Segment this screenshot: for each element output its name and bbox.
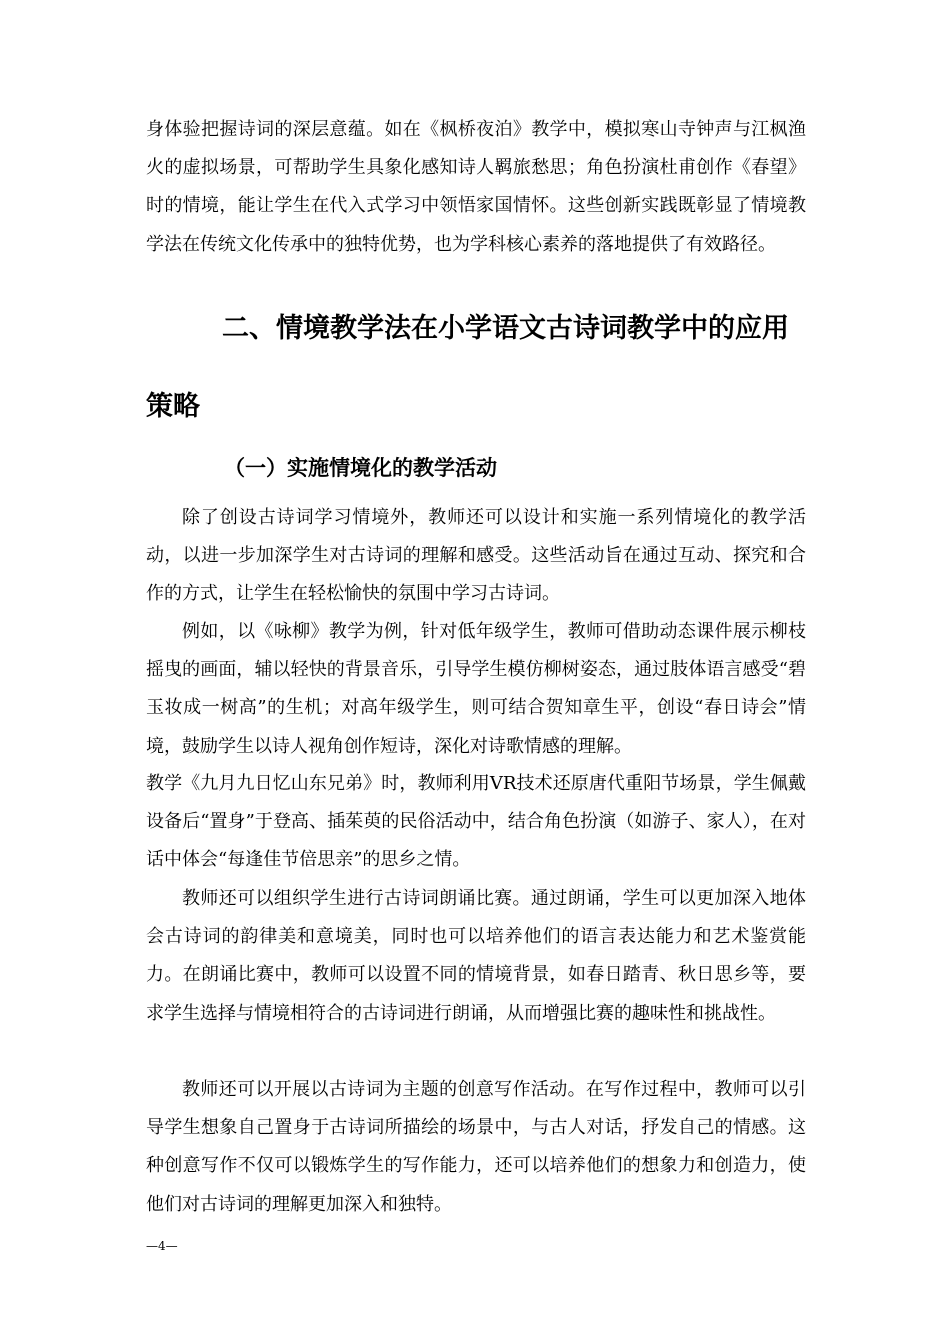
section-heading: 二、情境教学法在小学语文古诗词教学中的应用策略	[146, 313, 789, 422]
subsection-heading: （一）实施情境化的教学活动	[224, 456, 497, 480]
page-number: —4—	[146, 1239, 178, 1253]
paragraph-vr-example: 教学《九月九日忆山东兄弟》时，教师利用VR技术还原唐代重阳节场景，学生佩戴设备后“置身”于登高、插茱萸的民俗活动中，结合角色扮演（如游子、家人），在对话中体会“每逢佳节倍思亲”的思乡之情。	[146, 773, 806, 871]
paragraph-activities-intro: 除了创设古诗词学习情境外，教师还可以设计和实施一系列情境化的教学活动，以进一步加深学生对古诗词的理解和感受。这些活动旨在通过互动、探究和合作的方式，让学生在轻松愉快的氛围中学习古诗词。	[146, 507, 806, 605]
paragraph-yongliu-example: 例如，以《咏柳》教学为例，针对低年级学生，教师可借助动态课件展示柳枝摇曳的画面，辅以轻快的背景音乐，引导学生模仿柳树姿态，通过肢体语言感受“碧玉妆成一树高”的生机；对高年级学生，则可结合贺知章生平，创设“春日诗会”情境，鼓励学生以诗人视角创作短诗，深化对诗歌情感的理解。	[146, 621, 806, 757]
paragraph-creative-writing: 教师还可以开展以古诗词为主题的创意写作活动。在写作过程中，教师可以引导学生想象自己置身于古诗词所描绘的场景中，与古人对话，抒发自己的情感。这种创意写作不仅可以锻炼学生的写作能力，还可以培养他们的想象力和创造力，使他们对古诗词的理解更加深入和独特。	[146, 1079, 806, 1215]
paragraph-recitation-contest: 教师还可以组织学生进行古诗词朗诵比赛。通过朗诵，学生可以更加深入地体会古诗词的韵律美和意境美，同时也可以培养他们的语言表达能力和艺术鉴赏能力。在朗诵比赛中，教师可以设置不同的情境背景，如春日踏青、秋日思乡等，要求学生选择与情境相符合的古诗词进行朗诵，从而增强比赛的趣味性和挑战性。	[146, 888, 806, 1024]
paragraph-intro-continued: 身体验把握诗词的深层意蕴。如在《枫桥夜泊》教学中，模拟寒山寺钟声与江枫渔火的虚拟场景，可帮助学生具象化感知诗人羁旅愁思；角色扮演杜甫创作《春望》时的情境，能让学生在代入式学习中领悟家国情怀。这些创新实践既彰显了情境教学法在传统文化传承中的独特优势，也为学科核心素养的落地提供了有效路径。	[146, 119, 806, 255]
